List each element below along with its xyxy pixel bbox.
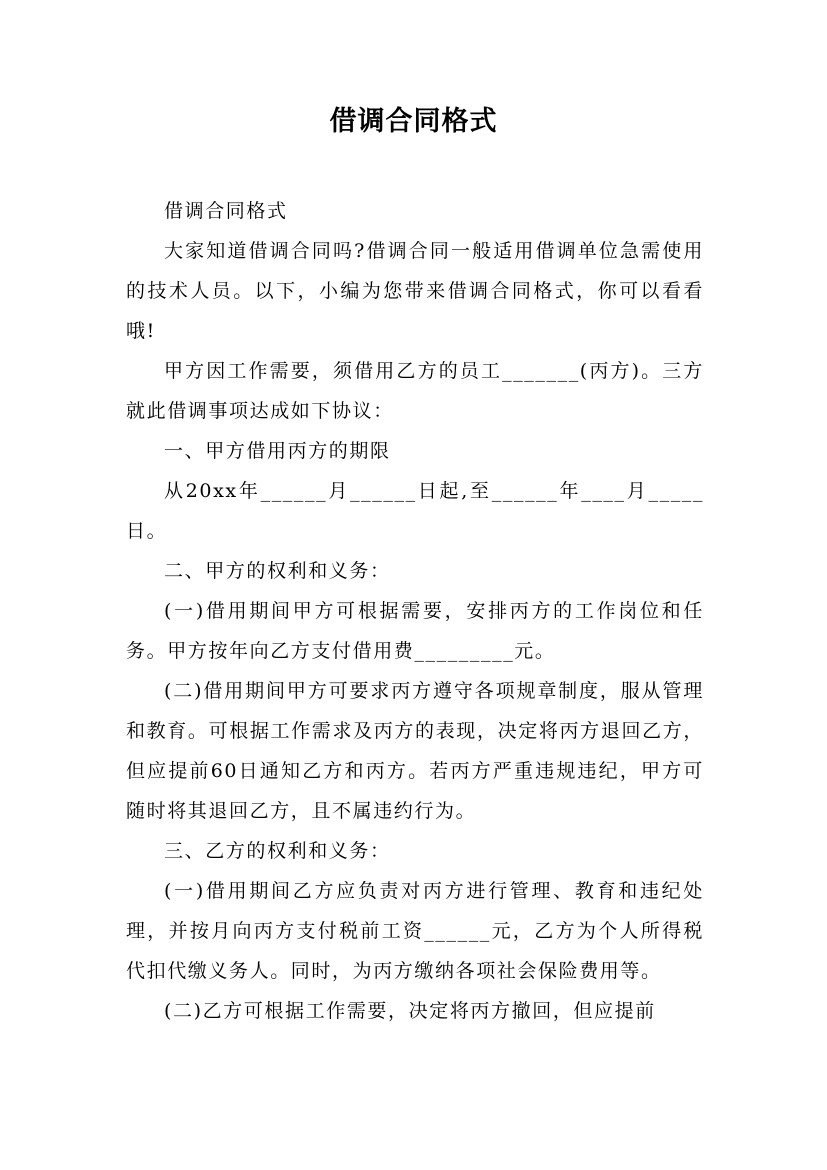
section-3-item-1: (一)借用期间乙方应负责对丙方进行管理、教育和违纪处理，并按月向丙方支付税前工资______元，乙方为个人所得税代扣代缴义务人。同时，为丙方缴纳各项社会保险费用等。 — [126, 880, 704, 982]
section-2-item-1: (一)借用期间甲方可根据需要，安排丙方的工作岗位和任务。甲方按年向乙方支付借用费_________元。 — [126, 600, 704, 662]
section-2-heading: 二、甲方的权利和义务： — [164, 560, 391, 582]
section-1-heading: 一、甲方借用丙方的期限 — [164, 440, 391, 462]
paragraph-heading-repeat: 借调合同格式 — [164, 200, 288, 222]
document-title: 借调合同格式 — [329, 106, 498, 137]
paragraph-agreement: 甲方因工作需要，须借用乙方的员工_______(丙方)。三方就此借调事项达成如下协议： — [126, 360, 704, 422]
paragraph-intro: 大家知道借调合同吗?借调合同一般适用借调单位急需使用的技术人员。以下，小编为您带来借调合同格式，你可以看看哦! — [126, 240, 704, 342]
section-3-heading: 三、乙方的权利和义务： — [164, 840, 391, 862]
section-2-item-2: (二)借用期间甲方可要求丙方遵守各项规章制度，服从管理和教育。可根据工作需求及丙方的表现，决定将丙方退回乙方，但应提前60日通知乙方和丙方。若丙方严重违规违纪，甲方可随时将其退回乙方，且不属违约行为。 — [126, 680, 704, 822]
section-3-item-2: (二)乙方可根据工作需要，决定将丙方撤回，但应提前 — [164, 1000, 656, 1022]
document-body — [126, 191, 704, 1031]
section-1-term: 从20xx年______月______日起,至______年____月_____日。 — [126, 480, 704, 542]
